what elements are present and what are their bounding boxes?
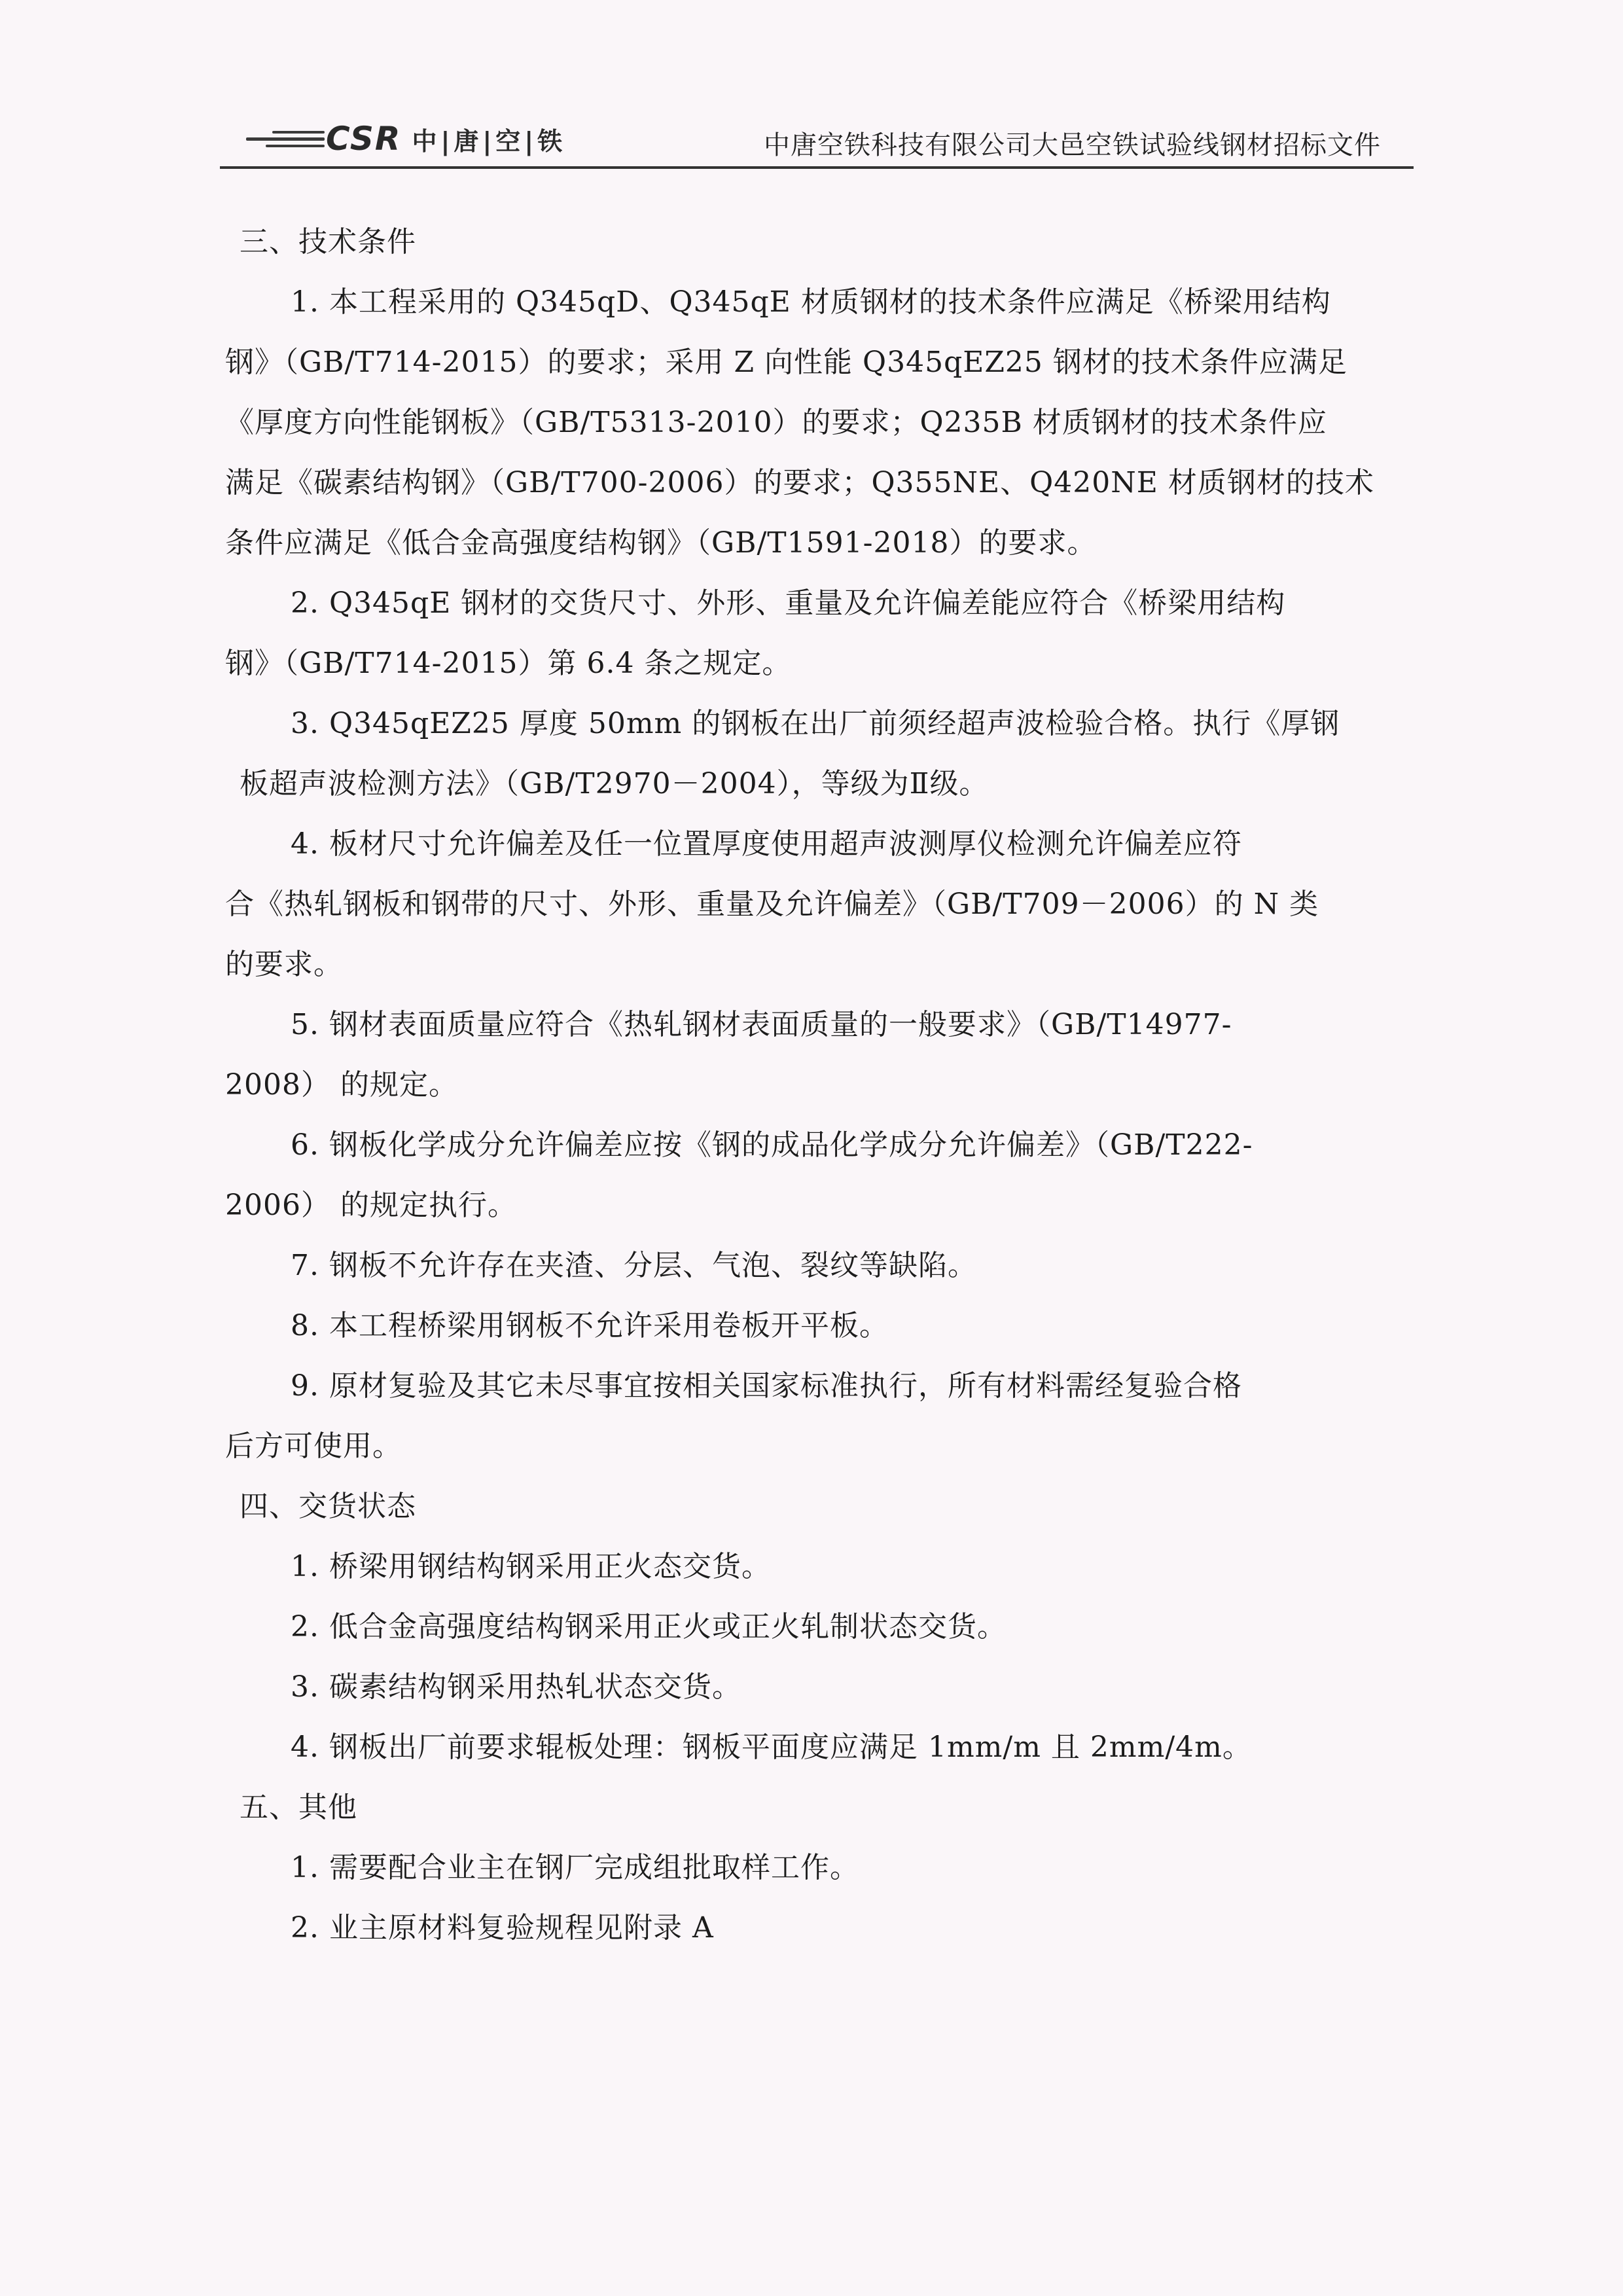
paragraph-line: 4. 板材尺寸允许偏差及任一位置厚度使用超声波测厚仪检测允许偏差应符 [291,827,1242,861]
paragraph-line: 5. 钢材表面质量应符合《热轧钢材表面质量的一般要求》（GB/T14977- [291,1008,1232,1041]
paragraph-line: 板超声波检测方法》（GB/T2970－2004），等级为Ⅱ级。 [240,767,989,800]
company-logo [246,119,566,158]
paragraph-line: 1. 需要配合业主在钢厂完成组批取样工作。 [291,1851,859,1884]
paragraph-line: 2. Q345qE 钢材的交货尺寸、外形、重量及允许偏差能应符合《桥梁用结构 [291,586,1286,620]
paragraph-line: 2. 低合金高强度结构钢采用正火或正火轧制状态交货。 [291,1610,1007,1643]
section-heading: 三、技术条件 [240,225,416,259]
page-header [220,110,1414,170]
paragraph-line: 4. 钢板出厂前要求辊板处理：钢板平面度应满足 1mm/m 且 2mm/4m。 [291,1731,1252,1764]
paragraph-line: 《厚度方向性能钢板》（GB/T5313-2010）的要求；Q235B 材质钢材的技术条件应 [225,406,1327,439]
paragraph-line: 满足《碳素结构钢》（GB/T700-2006）的要求；Q355NE、Q420NE 材质钢材的技术 [225,466,1374,499]
paragraph-line: 条件应满足《低合金高强度结构钢》（GB/T1591-2018）的要求。 [225,526,1097,560]
paragraph-line: 2. 业主原材料复验规程见附录 A [291,1911,714,1945]
section-heading: 五、其他 [240,1791,357,1824]
paragraph-line: 钢》（GB/T714-2015）的要求；采用 Z 向性能 Q345qEZ25 钢材的技术条件应满足 [225,346,1347,379]
paragraph-line: 2006） 的规定执行。 [225,1189,517,1222]
paragraph-line: 3. 碳素结构钢采用热轧状态交货。 [291,1670,741,1704]
paragraph-line: 9. 原材复验及其它未尽事宜按相关国家标准执行，所有材料需经复验合格 [291,1369,1242,1403]
paragraph-line: 合《热轧钢板和钢带的尺寸、外形、重量及允许偏差》（GB/T709－2006）的 N 类 [225,888,1319,921]
paragraph-line: 钢》（GB/T714-2015）第 6.4 条之规定。 [225,647,792,680]
logo-csr-text: CSR [326,120,402,158]
logo-speed-lines-icon [246,126,325,152]
paragraph-line: 6. 钢板化学成分允许偏差应按《钢的成品化学成分允许偏差》（GB/T222- [291,1128,1253,1162]
paragraph-line: 的要求。 [225,948,343,981]
logo-chinese-text: 中|唐|空|铁 [412,126,567,156]
paragraph-line: 2008） 的规定。 [225,1068,458,1102]
paragraph-line: 后方可使用。 [225,1429,402,1463]
paragraph-line: 1. 本工程采用的 Q345qD、Q345qE 材质钢材的技术条件应满足《桥梁用结构 [291,285,1331,319]
paragraph-line: 7. 钢板不允许存在夹渣、分层、气泡、裂纹等缺陷。 [291,1249,977,1282]
paragraph-line: 1. 桥梁用钢结构钢采用正火态交货。 [291,1550,771,1583]
section-heading: 四、交货状态 [240,1490,416,1523]
document-title: 中唐空铁科技有限公司大邑空铁试验线钢材招标文件 [764,130,1381,160]
header-divider [220,166,1414,169]
paragraph-line: 3. Q345qEZ25 厚度 50mm 的钢板在出厂前须经超声波检验合格。执行《厚钢 [291,707,1340,740]
paragraph-line: 8. 本工程桥梁用钢板不允许采用卷板开平板。 [291,1309,889,1342]
